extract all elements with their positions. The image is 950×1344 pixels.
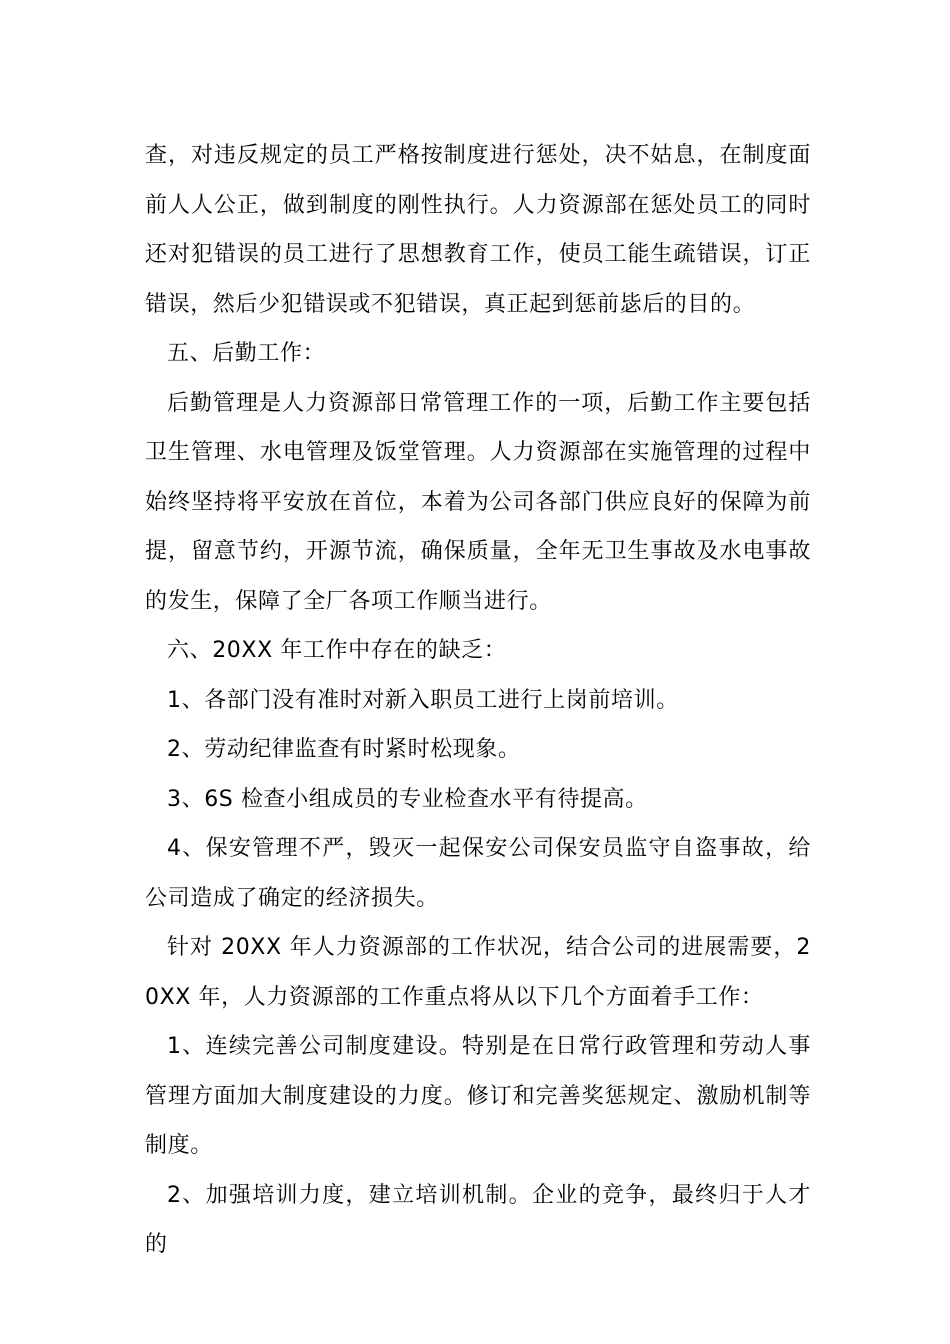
- heading-shortcomings: 六、20XX 年工作中存在的缺乏：: [167, 638, 507, 663]
- paragraph-logistics: 后勤管理是人力资源部日常管理工作的一项，后勤工作主要包括卫生管理、水电管理及饭堂管理。人力资源部在实施管理的过程中始终坚持将平安放在首位，本着为公司各部门供应良好的保障为前提，留意节约，开源节流，确保质量，全年无卫生事故及水电事故的发生，保障了全厂各项工作顺当进行。: [145, 390, 811, 614]
- paragraph-next-year-intro: 针对 20XX 年人力资源部的工作状况，结合公司的进展需要，20XX 年，人力资源部的工作重点将从以下几个方面着手工作：: [145, 935, 811, 1010]
- list-item-plan-2: 2、加强培训力度，建立培训机制。企业的竞争，最终归于人才的: [145, 1182, 811, 1257]
- document-body: [145, 131, 811, 1270]
- list-item-plan-1: 1、连续完善公司制度建设。特别是在日常行政管理和劳动人事管理方面加大制度建设的力度。修订和完善奖惩规定、激励机制等制度。: [145, 1034, 811, 1158]
- list-item-shortcoming-4: 4、保安管理不严，毁灭一起保安公司保安员监守自盗事故，给公司造成了确定的经济损失。: [145, 836, 811, 911]
- list-item-shortcoming-1: 1、各部门没有准时对新入职员工进行上岗前培训。: [167, 687, 679, 713]
- list-item-shortcoming-2: 2、劳动纪律监查有时紧时松现象。: [167, 737, 521, 762]
- paragraph-discipline-continued: 查，对违反规定的员工严格按制度进行惩处，决不姑息，在制度面前人人公正，做到制度的刚性执行。人力资源部在惩处员工的同时还对犯错误的员工进行了思想教育工作，使员工能生疏错误，订正错误，然后少犯错误或不犯错误，真正起到惩前毖后的目的。: [145, 143, 811, 317]
- heading-logistics: 五、后勤工作：: [167, 341, 326, 366]
- list-item-shortcoming-3: 3、6S 检查小组成员的专业检查水平有待提高。: [167, 786, 648, 812]
